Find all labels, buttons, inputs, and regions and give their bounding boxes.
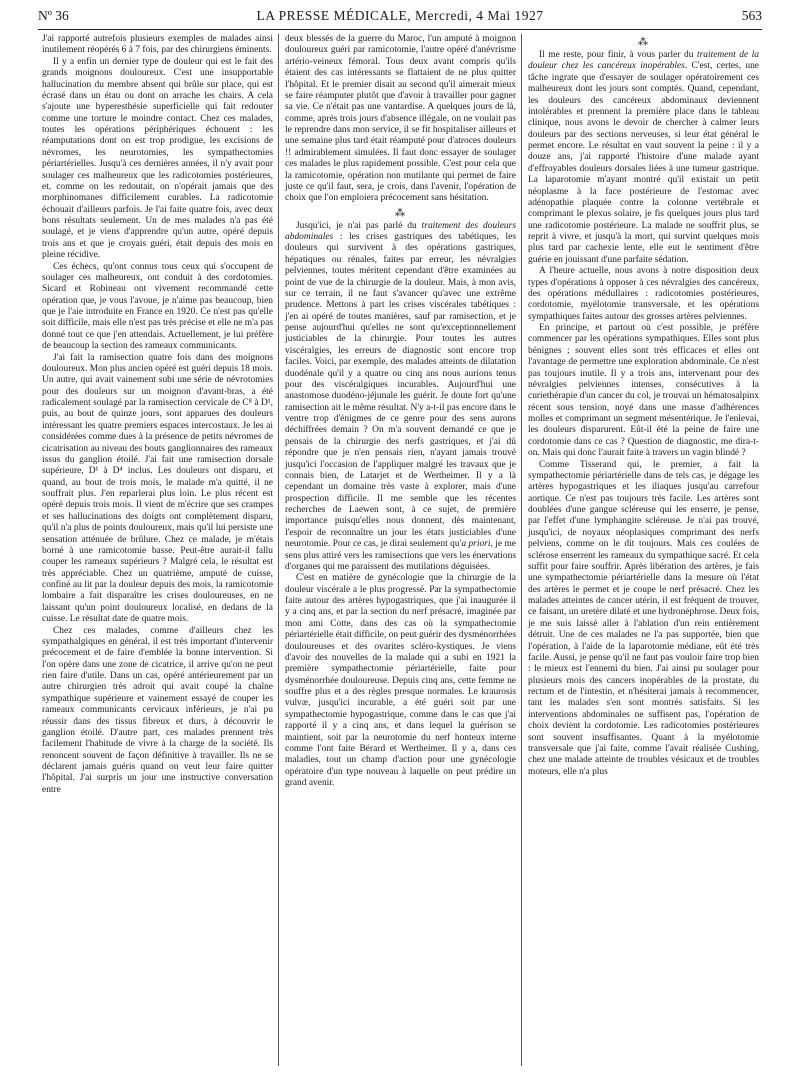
column-divider: [278, 34, 279, 1066]
italic-phrase: a priori: [461, 539, 491, 550]
paragraph: Il me reste, pour finir, à vous parler du traitement de la douleur chez les cancéreux inopérables. C'est, certes, une tâche ingrate que d'essayer de soulager opératoirement ces malheureux dont les jours sont comptés. Quand, cependant, les douleurs des cancéreux abdominaux deviennent intolérables et prennent la première place dans le tableau clinique, nous avons le devoir de chercher à calmer leurs douleurs par des sections nerveuses, si leur état général le permet encore. Le résultat en vaut souvent la peine : il y a douze ans, j'ai rapporté l'histoire d'une malade ayant d'effroyables douleurs dorsales liées à une tumeur gastrique. La laparotomie m'ayant montré qu'il existait un petit néoplasme à la face postérieure de l'estomac avec adénopathie plaquée contre la colonne vertébrale et comprimant le plexus solaire, je fis quelques jours plus tard une radicotomie postérieure. La malade ne souffrit plus, se reprit à vivre, et jusqu'à la mort, qui survint quelques mois plus tard par cachexie lente, elle eut le sentiment d'être guérie en jouissant d'une parfaite sédation.: [528, 50, 759, 265]
journal-title: LA PRESSE MÉDICALE, Mercredi, 4 Mai 1927: [256, 8, 544, 23]
paragraph: J'ai rapporté autrefois plusieurs exemples de malades ainsi inutilement réopérés 6 à 7 fois, par des chirurgiens éminents.: [42, 34, 273, 56]
column-2: [285, 34, 516, 789]
paragraph: Jusqu'ici, je n'ai pas parlé du traitement des douleurs abdominales : les crises gastriques des tabétiques, les douleurs qui survivent à des opérations gastriques, hépatiques ou rénales, faites par erreur, les névralgies pelviennes, toutes méritent cependant d'être examinées au point de vue de la chirurgie de la douleur. Mais, à mon avis, sur ce terrain, il ne faut s'avancer qu'avec une extrême prudence. Mettons à part les crises viscérales tabétiques : j'en ai opéré de toutes manières, sauf par ramisection, et je pense aujourd'hui qu'elles ne sont qu'exceptionnellement justiciables de la chirurgie. Pour toutes les autres viscéralgies, les erreurs de diagnostic sont encore trop faciles. Voici, par exemple, des malades atteints de dilatation duodénale qu'il y a quatre ou cinq ans nous aurions tenus pour des viscéralgiques incurables. Aujourd'hui une anastomose duodéno-jéjunale les guérit. Je doute fort qu'une ramisection ait le même résultat. N'y a-t-il pas encore dans le ventre trop d'énigmes de ce genre pour des sens aurons déchiffrées demain ? On m'a souvent demandé ce que je pensais de la chirurgie des nerfs gastriques, et j'ai dû répondre que je n'en pensais rien, n'ayant jamais trouvé jusqu'ici l'occasion de l'appliquer malgré les travaux que je connais bien, de Latarjet et de Wertheimer. Il y a là cependant un domaine très vaste à explorer, mais d'une prospection difficile. Il me semble que les récentes recherches de Laewen sont, à ce sujet, de première importance puisqu'elles nous donnent, dès maintenant, l'espoir de reconnaître un jour les états justiciables d'une neurotomie. Pour ce cas, je dirai seulement qu'a priori, je me sens plus attiré vers les ramisections que vers les énervations d'organes qui me paraissent des mutilations déguisées.: [285, 220, 516, 572]
page-number-right: 563: [741, 8, 762, 23]
section-separator: ⁂: [638, 37, 649, 48]
column-divider: [521, 34, 522, 1066]
paragraph: En principe, et partout où c'est possible, je préfère commencer par les opérations sympathiques. Elles sont plus bénignes ; souvent elles sont très efficaces et elles ont l'avantage de permettre une exploration abdominale. Ce n'est pas toujours inutile. Il y a trois ans, intervenant pour des névralgies pelviennes intenses, consécutives à la curiethérapie d'un cancer du col, je trouvai un hématosalpinx récent sous tension, noyé dans une masse d'adhérences molles et comprimant un segment mésentérique. Je l'enlevai, les douleurs disparurent. Eût-il été la peine de faire une cordotomie dans ce cas ? Question de diagnostic, me dira-t-on. Mais qui donc l'aurait faite à travers un vagin blindé ?: [528, 323, 759, 459]
column-1: [42, 34, 273, 796]
page-number-left: Nº 36: [38, 8, 69, 23]
paragraph: C'est en matière de gynécologie que la chirurgie de la douleur viscérale a le plus progressé. Par la sympathectomie faite autour des artères hypogastriques, que j'ai inaugurée il y a cinq ans, et par la section du nerf présacré, imaginée par mon ami Cotte, dans des cas où la sympathectomie périartérielle était difficile, on peut guérir des dysménorrhées douloureuses et des ovarites scléro-kystiques. Je viens d'avoir des nouvelles de la malade qui a subi en 1921 la première sympathectomie périartérielle, faite pour dysménorrhée douloureuse. Depuis cinq ans, cette femme ne souffre plus et a des règles presque normales. Le kraurosis vulvæ, jusqu'ici incurable, a été guéri soit par une sympathectomie hypogastrique, comme dans le cas que j'ai rapporté il y a cinq ans, et dans lequel la guérison se maintient, soit par la neurotomie du nerf honteux interne comme l'ont faite Bérard et Wertheimer. Il y a, dans ces maladies, tout un champ d'action pour une gynécologie opératoire d'un type nouveau à laquelle on peut prédire un grand avenir.: [285, 573, 516, 788]
paragraph: Ces échecs, qu'ont connus tous ceux qui s'occupent de soulager ces malheureux, ont conduit à des cordotomies. Sicard et Robineau ont vivement recommandé cette opération que, je vous l'avoue, je n'aime pas beaucoup, bien que je l'aie introduite en France en 1920. Ce n'est pas qu'elle soit difficile, mais elle n'est pas très précise et elle ne m'a pas donné tout ce que j'en attendais. Actuellement, je lui préfère de beaucoup la section des rameaux communicants.: [42, 261, 273, 352]
paragraph: A l'heure actuelle, nous avons à notre disposition deux types d'opérations à opposer à ces névralgies des cancéreux, des opérations médullaires : radicotomies postérieures, cordotomie, myélotomie transversale, et les opérations sympathiques faites autour des grosses artères pelviennes.: [528, 266, 759, 322]
paragraph: deux blessés de la guerre du Maroc, l'un amputé à moignon douloureux guéri par ramicotomie, l'autre opéré d'anévrisme artério-veineux fémoral. Tous deux avant compris qu'ils étaient des cas intéressants se flattaient de ne plus quitter l'hôpital. Et le premier disait au second qu'il aimerait mieux se faire réamputer plutôt que d'avoir à travailler pour gagner sa vie. Ce n'était pas une vantardise. A quelques jours de là, comme, après trois jours d'absence illégale, on ne voulait pas le reprendre dans mon service, il se fit hospitaliser ailleurs et une semaine plus tard était réamputé pour d'atroces douleurs !! admirablement simulées. Il faut donc essayer de soulager ces malades le plus rapidement possible. C'est pour cela que la ramicotomie, opération non mutilante qui permet de faire juste ce qu'il faut, sera, je crois, dans l'avenir, l'opération de choix que l'on emploiera précocement sans hésitation.: [285, 34, 516, 204]
column-3: [528, 34, 759, 778]
paragraph: Comme Tisserand qui, le premier, a fait la sympathectomie périartérielle dans de tels cas, je dégage les artères hypogastriques et les iliaques jusqu'au carrefour aortique. Ce n'est pas toujours très facile. Les artères sont doublées d'une gangue scléreuse qui les enserre, je pense, par l'effet d'une lymphangite scléreuse. Je n'ai pas trouvé, jusqu'ici, de noyaux néoplasiques comprimant des nerfs pelviens, comme on le dit toujours. Mais ces coulées de sclérose enserrent les rameaux du sympathique sacré. Et cela suffit pour faire souffrir. Après libération des artères, je fais une sympathectomie périartérielle dans la mesure où l'état des artères le permet et je coupe le nerf présacré. Chez les malades atteintes de cancer utérin, il est fréquent de trouver, ce faisant, un uretère dilaté et une hydronéphrose. Deux fois, je me suis laissé aller à l'ablation d'un rein entièrement détruit. Une de ces malades ne l'a pas supportée, bien que l'opération, à l'aide de la laparotomie médiane, eût été très facile. Aussi, je pense qu'il ne faut pas vouloir faire trop bien : le mieux est l'ennemi du bien. J'ai ainsi pu soulager pour plusieurs mois des cancers inopérables de la prostate, du rectum et de l'intestin, et n'hésiterai jamais à recommencer, tant les malades s'en sont montrés satisfaits. Si les interventions abdominales ne suffisent pas, l'opération de choix devient la cordotomie. Les radicotomies postérieures sont souvent insuffisantes. Quant à la myélotomie transversale que j'ai faite, comme l'avait réalisée Cushing, chez une malade atteinte de troubles vésicaux et de troubles moteurs, elle n'a plus: [528, 459, 759, 777]
paragraph: J'ai fait la ramisection quatre fois dans des moignons douloureux. Mon plus ancien opéré est guéri depuis 18 mois. Un autre, qui avait vainement subi une série de névrotomies pour des douleurs sur un moignon d'avant-bras, a été radicalement soulagé par la ramisection cervicale de C⁸ à D¹, puis, au bout de quinze jours, sont apparues des douleurs intéressant les quatre premiers espaces intercostaux. Je les ai considérées comme dues à la présence de petits névromes de cicatrisation au niveau des bouts ganglionnaires des rameaux issus du ganglion étoilé. J'ai fait une ramisection dorsale supérieure, D¹ à D⁴ inclus. Les douleurs ont disparu, et quand, au bout de trois mois, le malade m'a quitté, il ne souffrait plus. J'en reparlerai plus loin. Le plus récent est opéré depuis trois mois. Il vient de m'écrire que ses crampes et ses hallucinations des doigts ont complètement disparu, qu'il n'a plus de points douloureux, mais qu'il lui persiste une sensation atténuée de brûlure. Chez ce malade, je m'étais borné à une ramicotomie basse. Peut-être aurait-il fallu couper les rameaux supérieurs ? Malgré cela, le résultat est très appréciable. Chez un quatrième, amputé de cuisse, confiné au lit par la douleur depuis des mois, la ramicotomie lombaire a fait disparaître les crises douloureuses, en ne laissant qu'un point douloureux localisé, en dedans de la cuisse. Le résultat date de quatre mois.: [42, 352, 273, 625]
section-separator: ⁂: [395, 207, 406, 219]
paragraph: Chez ces malades, comme d'ailleurs chez les sympathalgiques en général, il est très important d'intervenir précocement et de faire d'emblée la bonne intervention. Si l'on opère dans une zone de cicatrice, il arrive qu'on ne peut rien faire d'utile. Dans un cas, opéré antérieurement par un autre chirurgien très adroit qui avait coupé la chaîne sympathique supérieure et vainement essayé de couper les rameaux communicants cervicaux inférieurs, je n'ai pu réussir dans des tissus fibreux et durs, à découvrir le ganglion étoilé. D'autre part, ces malades prennent très facilement l'habitude de vivre à la charge de la société. Ils renoncent souvent de façon définitive à travailler. Ils ne se déclarent jamais guéris quand on veut leur faire quitter l'hôpital. J'ai surpris un jour une instructive conversation entre: [42, 625, 273, 795]
page-header: [38, 8, 762, 30]
header-rule: [38, 29, 762, 30]
italic-phrase: traitement des douleurs abdominales: [285, 220, 516, 242]
italic-phrase: traitement de la douleur chez les cancéreux inopérables: [528, 50, 759, 72]
paragraph: Il y a enfin un dernier type de douleur qui est le fait des grands moignons douloureux. C'est une insupportable hallucination du membre absent qui brûle sur place, qui est écrasé dans un étau ou dont on arrache les chairs. A cela s'ajoute une hyperesthésie superficielle qui fait redouter comme une torture le moindre contact. Chez ces malades, toutes les opérations périphériques échouent : les réamputations dont on est trop prodigue, les excisions de névromes, les neurotomies, les sympathectomies périartérielles. Jusqu'à ces dernières années, il n'y avait pour soulager ces malheureux que les radicotomies postérieures, et, comme on les redoutait, on n'opérait jamais que des morphinomanes difficilement curables. La radicotomie échouait d'ailleurs parfois. Je l'ai faite quatre fois, avec deux bons résultats seulement. Un de mes malades n'a pas été soulagé, et je viens d'apprendre qu'un autre, opéré depuis trois ans et que je croyais guéri, était depuis des mois en pleine récidive.: [42, 56, 273, 261]
